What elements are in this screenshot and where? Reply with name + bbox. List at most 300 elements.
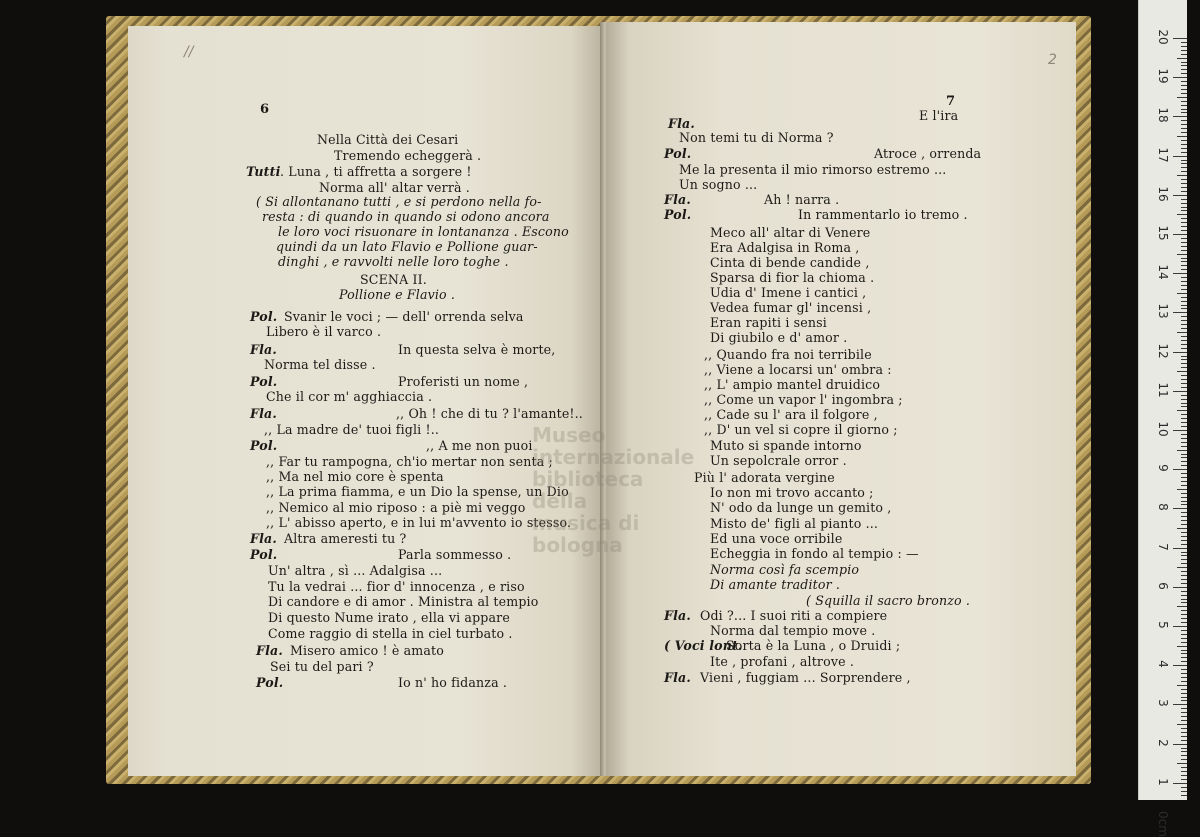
ruler-tick xyxy=(1181,344,1187,345)
ruler-tick xyxy=(1181,755,1187,756)
ruler-tick xyxy=(1181,520,1187,521)
ruler-tick xyxy=(1181,669,1187,670)
text-line: N' odo da lunge un gemito , xyxy=(710,500,892,515)
ruler-tick xyxy=(1181,363,1187,364)
ruler-tick xyxy=(1181,579,1187,580)
ruler-tick xyxy=(1177,410,1187,411)
ruler-tick xyxy=(1181,163,1187,164)
ruler-number: 7 xyxy=(1156,542,1170,551)
ruler-tick xyxy=(1181,438,1187,439)
text-line: Sparsa di fior la chioma . xyxy=(710,270,875,285)
ruler-number: 16 xyxy=(1156,186,1170,202)
ruler-number: 20 xyxy=(1156,29,1170,45)
ruler-tick xyxy=(1181,740,1187,741)
ruler-tick xyxy=(1173,273,1187,274)
speaker-label: Pol. xyxy=(664,207,692,222)
ruler-tick xyxy=(1181,650,1187,651)
ruler-number: 15 xyxy=(1156,225,1170,241)
ruler-tick xyxy=(1181,246,1187,247)
ruler-tick xyxy=(1181,69,1187,70)
ruler-tick xyxy=(1181,383,1187,384)
ruler-tick xyxy=(1181,356,1187,357)
ruler-tick xyxy=(1181,454,1187,455)
ruler-tick xyxy=(1181,395,1187,396)
text-line: ,, Cade su l' ara il folgore , xyxy=(704,407,878,422)
ruler-tick xyxy=(1181,602,1187,603)
ruler-tick xyxy=(1181,583,1187,584)
ruler-tick xyxy=(1181,700,1187,701)
ruler-tick xyxy=(1181,308,1187,309)
ruler-tick xyxy=(1181,238,1187,239)
ruler-tick xyxy=(1173,195,1187,196)
ruler-tick xyxy=(1181,555,1187,556)
text-line: Echeggia in fondo al tempio : — xyxy=(710,546,919,561)
ruler-number: 3 xyxy=(1156,699,1170,708)
page-number: 6 xyxy=(260,102,270,117)
ruler-tick xyxy=(1181,418,1187,419)
ruler-tick xyxy=(1181,152,1187,153)
ruler-tick xyxy=(1181,571,1187,572)
ruler-tick xyxy=(1181,497,1187,498)
ruler-tick xyxy=(1181,693,1187,694)
ruler-tick xyxy=(1181,399,1187,400)
ruler-tick xyxy=(1173,587,1187,588)
pencil-mark: // xyxy=(184,44,194,60)
ruler-tick xyxy=(1173,430,1187,431)
text-line: Io non mi trovo accanto ; xyxy=(710,485,874,500)
text-line: ,, Nemico al mio riposo : a piè mi veggo xyxy=(266,500,526,515)
ruler-tick xyxy=(1181,297,1187,298)
ruler-tick xyxy=(1181,544,1187,545)
ruler-tick xyxy=(1181,771,1187,772)
text-line: Altra ameresti tu ? xyxy=(284,531,407,546)
ruler-tick xyxy=(1181,406,1187,407)
ruler-tick xyxy=(1181,191,1187,192)
speaker-label: Pol. xyxy=(664,146,692,161)
text-line: Più l' adorata vergine xyxy=(694,470,835,485)
text-line: Ed una voce orribile xyxy=(710,531,843,546)
ruler-tick xyxy=(1177,606,1187,607)
text-line: SCENA II. xyxy=(360,272,427,287)
ruler-tick xyxy=(1173,469,1187,470)
ruler-number: 12 xyxy=(1156,342,1170,359)
ruler-tick xyxy=(1181,81,1187,82)
ruler-number: 8 xyxy=(1156,503,1170,512)
ruler-tick xyxy=(1181,653,1187,654)
ruler-tick xyxy=(1181,552,1187,553)
page-number: 7 xyxy=(946,94,956,109)
ruler-tick xyxy=(1181,642,1187,643)
ruler-number: 18 xyxy=(1156,107,1170,124)
ruler-tick xyxy=(1181,536,1187,537)
speaker-label: Fla. xyxy=(664,670,691,685)
ruler-tick xyxy=(1181,504,1187,505)
speaker-label: Pol. xyxy=(250,309,278,324)
ruler-number: 0cm xyxy=(1156,811,1170,837)
ruler-tick xyxy=(1181,457,1187,458)
ruler-number: 9 xyxy=(1156,464,1170,472)
text-line: ,, Oh ! che di tu ? l'amante!.. xyxy=(396,406,583,421)
right-page xyxy=(606,22,1076,776)
ruler-tick xyxy=(1181,160,1187,161)
ruler-tick xyxy=(1173,391,1187,392)
ruler-tick xyxy=(1181,779,1187,780)
text-line: Tremendo echeggerà . xyxy=(334,148,482,163)
text-line: ,, Quando fra noi terribile xyxy=(704,347,872,362)
ruler-tick xyxy=(1181,199,1187,200)
ruler-tick xyxy=(1181,316,1187,317)
text-line: ,, A me non puoi xyxy=(426,438,533,453)
ruler-tick xyxy=(1181,375,1187,376)
ruler-tick xyxy=(1177,450,1187,451)
ruler-tick xyxy=(1181,751,1187,752)
ruler-tick xyxy=(1181,269,1187,270)
text-line: ,, Viene a locarsi un' ombra : xyxy=(704,362,892,377)
text-line: Vedea fumar gl' incensi , xyxy=(710,300,872,315)
text-line: ,, L' ampio mantel druidico xyxy=(704,377,881,392)
text-line: Libero è il varco . xyxy=(266,324,382,339)
ruler-tick xyxy=(1177,175,1187,176)
ruler-tick xyxy=(1173,234,1187,235)
text-line: ( Squilla il sacro bronzo . xyxy=(806,593,971,608)
ruler-number: 1 xyxy=(1156,777,1170,786)
ruler-tick xyxy=(1181,218,1187,219)
ruler-tick xyxy=(1181,748,1187,749)
text-line: ( Si allontanano tutti , e si perdono nella fo- xyxy=(256,194,542,209)
ruler-tick xyxy=(1177,97,1187,98)
ruler-tick xyxy=(1181,775,1187,776)
ruler-tick xyxy=(1181,348,1187,349)
ruler-tick xyxy=(1181,379,1187,380)
text-line: ,, La madre de' tuoi figli !.. xyxy=(264,422,440,437)
text-line: . Luna , ti affretta a sorgere ! xyxy=(280,164,472,179)
ruler-tick xyxy=(1181,532,1187,533)
ruler-tick xyxy=(1181,422,1187,423)
text-line: Misero amico ! è amato xyxy=(290,643,444,658)
ruler-tick xyxy=(1177,136,1187,137)
ruler-tick xyxy=(1177,58,1187,59)
ruler-tick xyxy=(1181,634,1187,635)
ruler-tick xyxy=(1181,359,1187,360)
ruler-tick xyxy=(1181,736,1187,737)
ruler-tick xyxy=(1181,46,1187,47)
ruler-tick xyxy=(1181,434,1187,435)
ruler-tick xyxy=(1181,614,1187,615)
text-line: Misto de' figli al pianto ... xyxy=(710,516,879,531)
ruler-tick xyxy=(1181,387,1187,388)
ruler-tick xyxy=(1181,179,1187,180)
ruler-tick xyxy=(1177,371,1187,372)
ruler-tick xyxy=(1181,661,1187,662)
ruler-tick xyxy=(1181,767,1187,768)
ruler-tick xyxy=(1181,105,1187,106)
ruler-tick xyxy=(1181,250,1187,251)
ruler-tick xyxy=(1181,485,1187,486)
speaker-label: Fla. xyxy=(250,342,277,357)
text-line: ,, Ma nel mio core è spenta xyxy=(266,469,444,484)
ruler-tick xyxy=(1181,720,1187,721)
ruler-number: 6 xyxy=(1156,581,1170,590)
ruler-tick xyxy=(1181,516,1187,517)
ruler-tick xyxy=(1173,783,1187,784)
ruler-tick xyxy=(1181,461,1187,462)
text-line: Sorta è la Luna , o Druidi ; xyxy=(726,638,901,653)
text-line: Norma all' altar verrà . xyxy=(319,180,470,195)
left-page xyxy=(128,26,604,776)
text-line: Un sepolcrale orror . xyxy=(710,453,847,468)
ruler-tick xyxy=(1181,50,1187,51)
ruler-tick xyxy=(1181,559,1187,560)
ruler-tick xyxy=(1181,171,1187,172)
ruler-tick xyxy=(1181,403,1187,404)
ruler-tick xyxy=(1181,277,1187,278)
ruler-tick xyxy=(1181,336,1187,337)
ruler-tick xyxy=(1181,222,1187,223)
text-line: le loro voci risuonare in lontananza . Escono xyxy=(278,224,569,239)
text-line: Pollione e Flavio . xyxy=(339,287,456,302)
text-line: Tu la vedrai ... fior d' innocenza , e riso xyxy=(268,579,525,594)
ruler-tick xyxy=(1181,673,1187,674)
ruler-tick xyxy=(1181,281,1187,282)
ruler-tick xyxy=(1181,795,1187,796)
text-line: dinghi , e ravvolti nelle loro toghe . xyxy=(278,254,509,269)
ruler-tick xyxy=(1177,332,1187,333)
ruler-tick xyxy=(1181,258,1187,259)
ruler-tick xyxy=(1173,116,1187,117)
ruler-tick xyxy=(1173,665,1187,666)
ruler-number: 17 xyxy=(1156,146,1170,163)
ruler-tick xyxy=(1181,512,1187,513)
ruler-tick xyxy=(1173,352,1187,353)
ruler-tick xyxy=(1181,540,1187,541)
ruler-tick xyxy=(1181,599,1187,600)
ruler-tick xyxy=(1181,42,1187,43)
ruler-number: 10 xyxy=(1156,421,1170,437)
text-line: Meco all' altar di Venere xyxy=(710,225,871,240)
ruler-tick xyxy=(1181,265,1187,266)
ruler-tick xyxy=(1173,548,1187,549)
ruler-tick xyxy=(1181,791,1187,792)
ruler-tick xyxy=(1181,230,1187,231)
ruler-tick xyxy=(1181,120,1187,121)
text-line: Di candore e di amor . Ministra al tempio xyxy=(268,594,539,609)
ruler-tick xyxy=(1173,312,1187,313)
ruler-tick xyxy=(1181,563,1187,564)
ruler-tick xyxy=(1173,626,1187,627)
ruler-tick xyxy=(1181,207,1187,208)
ruler-tick xyxy=(1181,144,1187,145)
text-line: Eran rapiti i sensi xyxy=(710,315,827,330)
ruler-number: 19 xyxy=(1156,68,1170,84)
ruler-tick xyxy=(1181,473,1187,474)
ruler-tick xyxy=(1181,89,1187,90)
speaker-label: Fla. xyxy=(250,531,277,546)
text-line: Udia d' Imene i cantici , xyxy=(710,285,867,300)
text-line: Di giubilo e d' amor . xyxy=(710,330,848,345)
ruler-tick xyxy=(1181,477,1187,478)
ruler-tick xyxy=(1181,697,1187,698)
text-line: ,, D' un vel si copre il giorno ; xyxy=(704,422,898,437)
ruler-tick xyxy=(1181,289,1187,290)
ruler-tick xyxy=(1181,328,1187,329)
speaker-label: Pol. xyxy=(256,675,284,690)
ruler-tick xyxy=(1181,320,1187,321)
ruler-tick xyxy=(1173,508,1187,509)
ruler-tick xyxy=(1181,610,1187,611)
ruler-tick xyxy=(1173,38,1187,39)
speaker-label: Fla. xyxy=(664,608,691,623)
ruler-tick xyxy=(1181,140,1187,141)
ruler-tick xyxy=(1181,493,1187,494)
ruler-tick xyxy=(1177,528,1187,529)
ruler-tick xyxy=(1181,465,1187,466)
ruler-tick xyxy=(1181,712,1187,713)
ruler-tick xyxy=(1181,524,1187,525)
ruler-tick xyxy=(1177,724,1187,725)
ruler-tick xyxy=(1181,501,1187,502)
text-line: Nella Città dei Cesari xyxy=(317,132,459,147)
ruler-tick xyxy=(1181,93,1187,94)
ruler-tick xyxy=(1181,101,1187,102)
text-line: ,, Come un vapor l' ingombra ; xyxy=(704,392,903,407)
text-line: Un' altra , sì ... Adalgisa ... xyxy=(268,563,443,578)
text-line: Vieni , fuggiam ... Sorprendere , xyxy=(700,670,911,685)
ruler-tick xyxy=(1173,744,1187,745)
ruler-tick xyxy=(1181,689,1187,690)
ruler-tick xyxy=(1181,54,1187,55)
ruler-number: 13 xyxy=(1156,303,1170,320)
ruler-tick xyxy=(1181,85,1187,86)
ruler-tick xyxy=(1181,446,1187,447)
ruler-tick xyxy=(1181,622,1187,623)
text-line: Norma così fa scempio xyxy=(710,562,860,577)
text-line: ,, L' abisso aperto, e in lui m'avvento io stesso. xyxy=(266,515,572,530)
ruler-tick xyxy=(1181,65,1187,66)
ruler-tick xyxy=(1181,575,1187,576)
measurement-ruler xyxy=(1138,0,1187,837)
text-line: In questa selva è morte, xyxy=(398,342,556,357)
speaker-label: Tutti xyxy=(246,164,281,179)
speaker-label: Pol. xyxy=(250,438,278,453)
ruler-tick xyxy=(1177,254,1187,255)
pencil-mark: 2 xyxy=(1048,52,1057,68)
ruler-number: 14 xyxy=(1156,264,1170,280)
ruler-tick xyxy=(1181,109,1187,110)
text-line: Sei tu del pari ? xyxy=(270,659,374,674)
ruler-tick xyxy=(1181,167,1187,168)
ruler-tick xyxy=(1181,481,1187,482)
ruler-number: 11 xyxy=(1156,382,1170,398)
text-line: Non temi tu di Norma ? xyxy=(679,130,834,145)
ruler-tick xyxy=(1173,77,1187,78)
ruler-tick xyxy=(1181,732,1187,733)
ruler-tick xyxy=(1181,442,1187,443)
ruler-number: 5 xyxy=(1156,621,1170,629)
ruler-tick xyxy=(1181,716,1187,717)
text-line: Proferisti un nome , xyxy=(398,374,529,389)
text-line: Odi ?... I suoi riti a compiere xyxy=(700,608,888,623)
ruler-tick xyxy=(1181,73,1187,74)
text-line: ,, Far tu rampogna, ch'io mertar non senta ; xyxy=(266,454,553,469)
ruler-tick xyxy=(1181,285,1187,286)
ruler-tick xyxy=(1181,305,1187,306)
ruler-tick xyxy=(1181,638,1187,639)
ruler-tick xyxy=(1181,759,1187,760)
ruler-tick xyxy=(1177,685,1187,686)
text-line: Atroce , orrenda xyxy=(874,146,982,161)
text-line: Cinta di bende candide , xyxy=(710,255,870,270)
text-line: Svanir le voci ; — dell' orrenda selva xyxy=(284,309,524,324)
ruler-tick xyxy=(1181,62,1187,63)
ruler-tick xyxy=(1181,187,1187,188)
text-line: Ite , profani , altrove . xyxy=(710,654,855,669)
ruler-tick xyxy=(1181,677,1187,678)
text-line: Norma tel disse . xyxy=(264,357,376,372)
ruler-number: 4 xyxy=(1156,660,1170,668)
text-line: quindi da un lato Flavio e Pollione guar- xyxy=(276,239,538,254)
ruler-tick xyxy=(1181,226,1187,227)
catchword: E l'ira xyxy=(919,108,959,123)
ruler-tick xyxy=(1181,112,1187,113)
ruler-tick xyxy=(1177,567,1187,568)
text-line: In rammentarlo io tremo . xyxy=(798,207,968,222)
speaker-label: Fla. xyxy=(250,406,277,421)
ruler-tick xyxy=(1181,210,1187,211)
ruler-tick xyxy=(1177,214,1187,215)
text-line: resta : di quando in quando si odono ancora xyxy=(262,209,550,224)
ruler-tick xyxy=(1181,124,1187,125)
ruler-tick xyxy=(1181,324,1187,325)
text-line: Di questo Nume irato , ella vi appare xyxy=(268,610,510,625)
ruler-tick xyxy=(1181,242,1187,243)
ruler-tick xyxy=(1181,340,1187,341)
ruler-tick xyxy=(1181,681,1187,682)
ruler-tick xyxy=(1181,183,1187,184)
ruler-tick xyxy=(1181,618,1187,619)
text-line: Era Adalgisa in Roma , xyxy=(710,240,860,255)
ruler-tick xyxy=(1181,301,1187,302)
ruler-tick xyxy=(1181,414,1187,415)
ruler-tick xyxy=(1173,156,1187,157)
ruler-tick xyxy=(1181,367,1187,368)
speaker-label: Fla. xyxy=(664,192,691,207)
ruler-tick xyxy=(1177,763,1187,764)
text-line: Un sogno ... xyxy=(679,177,758,192)
text-line: Parla sommesso . xyxy=(398,547,512,562)
text-line: Come raggio di stella in ciel turbato . xyxy=(268,626,513,641)
ruler-tick xyxy=(1181,261,1187,262)
text-line: Me la presenta il mio rimorso estremo ... xyxy=(679,162,947,177)
ruler-tick xyxy=(1181,203,1187,204)
ruler-tick xyxy=(1177,293,1187,294)
ruler-tick xyxy=(1181,630,1187,631)
ruler-tick xyxy=(1181,148,1187,149)
speaker-label: ( Voci lont. xyxy=(664,638,743,653)
speaker-label: Pol. xyxy=(250,547,278,562)
library-stamp: Museo internazionale biblioteca della musica di bologna xyxy=(532,423,695,557)
ruler-tick xyxy=(1177,646,1187,647)
text-line: Muto si spande intorno xyxy=(710,438,862,453)
ruler-tick xyxy=(1181,128,1187,129)
ruler-tick xyxy=(1181,591,1187,592)
speaker-label: Pol. xyxy=(250,374,278,389)
speaker-label: Fla. xyxy=(668,116,695,131)
ruler-tick xyxy=(1181,728,1187,729)
speaker-label: Fla. xyxy=(256,643,283,658)
text-line: Io n' ho fidanza . xyxy=(398,675,508,690)
ruler-tick xyxy=(1181,426,1187,427)
ruler-tick xyxy=(1181,708,1187,709)
